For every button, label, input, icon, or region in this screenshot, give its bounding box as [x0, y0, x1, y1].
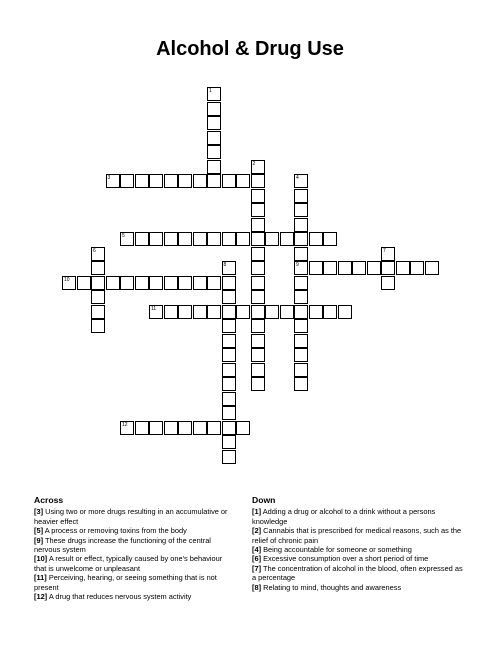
grid-cell[interactable] [193, 276, 207, 290]
grid-cell[interactable] [207, 421, 221, 435]
grid-cell[interactable] [294, 174, 308, 188]
grid-cell[interactable] [294, 276, 308, 290]
cell-number: 5 [122, 233, 125, 239]
grid-cell[interactable] [294, 377, 308, 391]
down-clue-8 [252, 583, 464, 592]
grid-cell[interactable] [149, 174, 163, 188]
grid-cell[interactable] [222, 363, 236, 377]
grid-cell[interactable] [91, 261, 105, 275]
clue-number: [5] [34, 526, 44, 536]
down-clue-2 [252, 526, 464, 545]
grid-cell[interactable] [77, 276, 91, 290]
grid-cell[interactable] [294, 334, 308, 348]
grid-cell[interactable] [222, 174, 236, 188]
grid-cell[interactable] [338, 305, 352, 319]
grid-cell[interactable] [193, 174, 207, 188]
grid-cell[interactable] [164, 276, 178, 290]
across-clue-list [34, 507, 234, 601]
grid-cell[interactable] [106, 174, 120, 188]
grid-cell[interactable] [135, 232, 149, 246]
grid-cell[interactable] [207, 174, 221, 188]
cell-number: 3 [107, 175, 111, 181]
grid-cell[interactable] [236, 421, 250, 435]
grid-cell[interactable] [294, 247, 308, 261]
grid-cell[interactable] [106, 276, 120, 290]
grid-cell[interactable] [193, 421, 207, 435]
grid-cell[interactable] [280, 232, 294, 246]
grid-cell[interactable] [425, 261, 439, 275]
clue-text: Using two or more drugs resulting in an accumulative or heavier effect [34, 507, 228, 526]
grid-cell[interactable] [91, 305, 105, 319]
grid-cell[interactable] [164, 174, 178, 188]
clue-number: [12] [34, 592, 48, 602]
grid-cell[interactable] [222, 450, 236, 464]
down-clue-6 [252, 554, 464, 563]
grid-cell[interactable] [193, 232, 207, 246]
grid-cell[interactable] [207, 305, 221, 319]
grid-cell[interactable] [222, 435, 236, 449]
grid-cell[interactable] [222, 377, 236, 391]
grid-cell[interactable] [120, 421, 134, 435]
clue-text: Adding a drug or alcohol to a drink without a persons knowledge [252, 507, 436, 526]
cell-number: 12 [122, 421, 128, 428]
grid-cell[interactable] [251, 334, 265, 348]
clue-text: A result or effect, typically caused by one's behaviour that is unwelcome or unpleasant [34, 554, 223, 573]
grid-cell[interactable] [178, 421, 192, 435]
grid-cell[interactable] [280, 305, 294, 319]
grid-cell[interactable] [309, 261, 323, 275]
grid-cell[interactable] [251, 348, 265, 362]
grid-cell[interactable] [294, 261, 308, 275]
cell-number: 4 [296, 175, 299, 181]
grid-cell[interactable] [207, 116, 221, 130]
clue-number: [1] [252, 507, 262, 517]
grid-cell[interactable] [251, 160, 265, 174]
grid-cell[interactable] [149, 276, 163, 290]
grid-cell[interactable] [149, 232, 163, 246]
cell-number: 2 [252, 160, 256, 167]
grid-cell[interactable] [323, 305, 337, 319]
grid-cell[interactable] [251, 189, 265, 203]
grid-cell[interactable] [222, 261, 236, 275]
grid-cell[interactable] [251, 305, 265, 319]
clue-number: [4] [252, 545, 262, 555]
clue-text: Being accountable for someone or something [263, 545, 412, 555]
cell-number: 6 [93, 247, 96, 254]
grid-cell[interactable] [251, 232, 265, 246]
clue-text: Excessive consumption over a short period of time [263, 554, 429, 564]
grid-cell[interactable] [381, 247, 395, 261]
grid-cell[interactable] [193, 305, 207, 319]
grid-cell[interactable] [62, 276, 76, 290]
grid-cell[interactable] [178, 305, 192, 319]
grid-cell[interactable] [381, 261, 395, 275]
grid-cell[interactable] [251, 247, 265, 261]
clue-text: Relating to mind, thoughts and awareness [263, 582, 402, 592]
cell-number: 8 [223, 262, 227, 268]
clue-number: [11] [34, 573, 47, 583]
across-clue-9 [34, 536, 234, 555]
down-clue-1 [252, 507, 464, 526]
clue-text: A drug that reduces nervous system activity [48, 592, 192, 602]
across-clue-10 [34, 554, 234, 573]
grid-cell[interactable] [323, 261, 337, 275]
grid-cell[interactable] [294, 218, 308, 232]
clue-number: [2] [252, 526, 262, 536]
grid-cell[interactable] [91, 247, 105, 261]
grid-cell[interactable] [120, 174, 134, 188]
down-clue-list [252, 507, 464, 592]
grid-cell[interactable] [396, 261, 410, 275]
cell-number: 1 [209, 88, 212, 94]
grid-cell[interactable] [309, 232, 323, 246]
clue-number: [9] [34, 535, 44, 545]
grid-cell[interactable] [251, 319, 265, 333]
grid-cell[interactable] [91, 276, 105, 290]
grid-cell[interactable] [207, 102, 221, 116]
grid-cell[interactable] [294, 319, 308, 333]
grid-cell[interactable] [251, 377, 265, 391]
clue-text: Perceiving, hearing, or seeing something that is not present [34, 573, 217, 592]
grid-cell[interactable] [222, 406, 236, 420]
grid-cell[interactable] [164, 421, 178, 435]
grid-cell[interactable] [222, 232, 236, 246]
grid-cell[interactable] [222, 334, 236, 348]
across-heading: Across [34, 495, 64, 505]
down-clue-4 [252, 545, 464, 554]
grid-cell[interactable] [236, 174, 250, 188]
clue-number: [10] [34, 554, 48, 564]
cell-number: 10 [64, 276, 70, 283]
grid-cell[interactable] [207, 160, 221, 174]
grid-cell[interactable] [410, 261, 424, 275]
grid-cell[interactable] [207, 87, 221, 101]
grid-cell[interactable] [149, 305, 163, 319]
across-clues [34, 496, 234, 601]
grid-cell[interactable] [294, 203, 308, 217]
grid-cell[interactable] [207, 131, 221, 145]
grid-cell[interactable] [294, 232, 308, 246]
grid-cell[interactable] [251, 218, 265, 232]
grid-cell[interactable] [236, 232, 250, 246]
clue-number: [3] [34, 507, 44, 517]
grid-cell[interactable] [178, 174, 192, 188]
clue-number: [6] [252, 554, 262, 564]
grid-cell[interactable] [294, 305, 308, 319]
grid-cell[interactable] [222, 276, 236, 290]
clue-text: A process or removing toxins from the body [44, 526, 187, 536]
grid-cell[interactable] [164, 232, 178, 246]
grid-cell[interactable] [120, 276, 134, 290]
grid-cell[interactable] [251, 276, 265, 290]
cell-number: 11 [151, 305, 157, 312]
grid-cell[interactable] [251, 174, 265, 188]
grid-cell[interactable] [251, 290, 265, 304]
grid-cell[interactable] [222, 319, 236, 333]
grid-cell[interactable] [135, 174, 149, 188]
across-clue-5 [34, 526, 234, 535]
grid-cell[interactable] [251, 203, 265, 217]
grid-cell[interactable] [323, 232, 337, 246]
across-clue-12 [34, 592, 234, 601]
grid-cell[interactable] [207, 232, 221, 246]
clue-text: The concentration of alcohol in the blood, often expressed as a percentage [252, 563, 463, 583]
grid-cell[interactable] [91, 290, 105, 304]
grid-cell[interactable] [135, 421, 149, 435]
down-clues [252, 496, 464, 592]
down-heading: Down [252, 495, 276, 505]
grid-cell[interactable] [251, 261, 265, 275]
clue-text: Cannabis that is prescribed for medical reasons, such as the relief of chronic pain [252, 526, 462, 545]
grid-cell[interactable] [294, 363, 308, 377]
grid-cell[interactable] [222, 392, 236, 406]
across-clue-11 [34, 573, 234, 592]
grid-cell[interactable] [207, 276, 221, 290]
grid-cell[interactable] [164, 305, 178, 319]
across-clue-3 [34, 507, 234, 526]
down-clue-7 [252, 564, 464, 583]
grid-cell[interactable] [294, 348, 308, 362]
cell-number: 9 [296, 262, 299, 268]
puzzle-title: Alcohol & Drug Use [156, 38, 344, 60]
grid-cell[interactable] [178, 276, 192, 290]
grid-cell[interactable] [222, 290, 236, 304]
grid-cell[interactable] [222, 305, 236, 319]
grid-cell[interactable] [222, 348, 236, 362]
grid-cell[interactable] [294, 189, 308, 203]
grid-cell[interactable] [338, 261, 352, 275]
grid-cell[interactable] [309, 305, 323, 319]
clue-number: [8] [252, 582, 262, 592]
grid-cell[interactable] [352, 261, 366, 275]
grid-cell[interactable] [236, 305, 250, 319]
grid-cell[interactable] [135, 276, 149, 290]
grid-cell[interactable] [178, 232, 192, 246]
grid-cell[interactable] [149, 421, 163, 435]
cell-number: 7 [383, 247, 386, 254]
clue-number: [7] [252, 563, 262, 573]
grid-cell[interactable] [381, 276, 395, 290]
grid-cell[interactable] [367, 261, 381, 275]
grid-cell[interactable] [120, 232, 134, 246]
grid-cell[interactable] [222, 421, 236, 435]
clue-text: These drugs increase the functioning of the central nervous system [34, 535, 211, 555]
grid-cell[interactable] [251, 363, 265, 377]
grid-cell[interactable] [265, 305, 279, 319]
grid-cell[interactable] [265, 232, 279, 246]
grid-cell[interactable] [207, 145, 221, 159]
grid-cell[interactable] [294, 290, 308, 304]
grid-cell[interactable] [91, 319, 105, 333]
